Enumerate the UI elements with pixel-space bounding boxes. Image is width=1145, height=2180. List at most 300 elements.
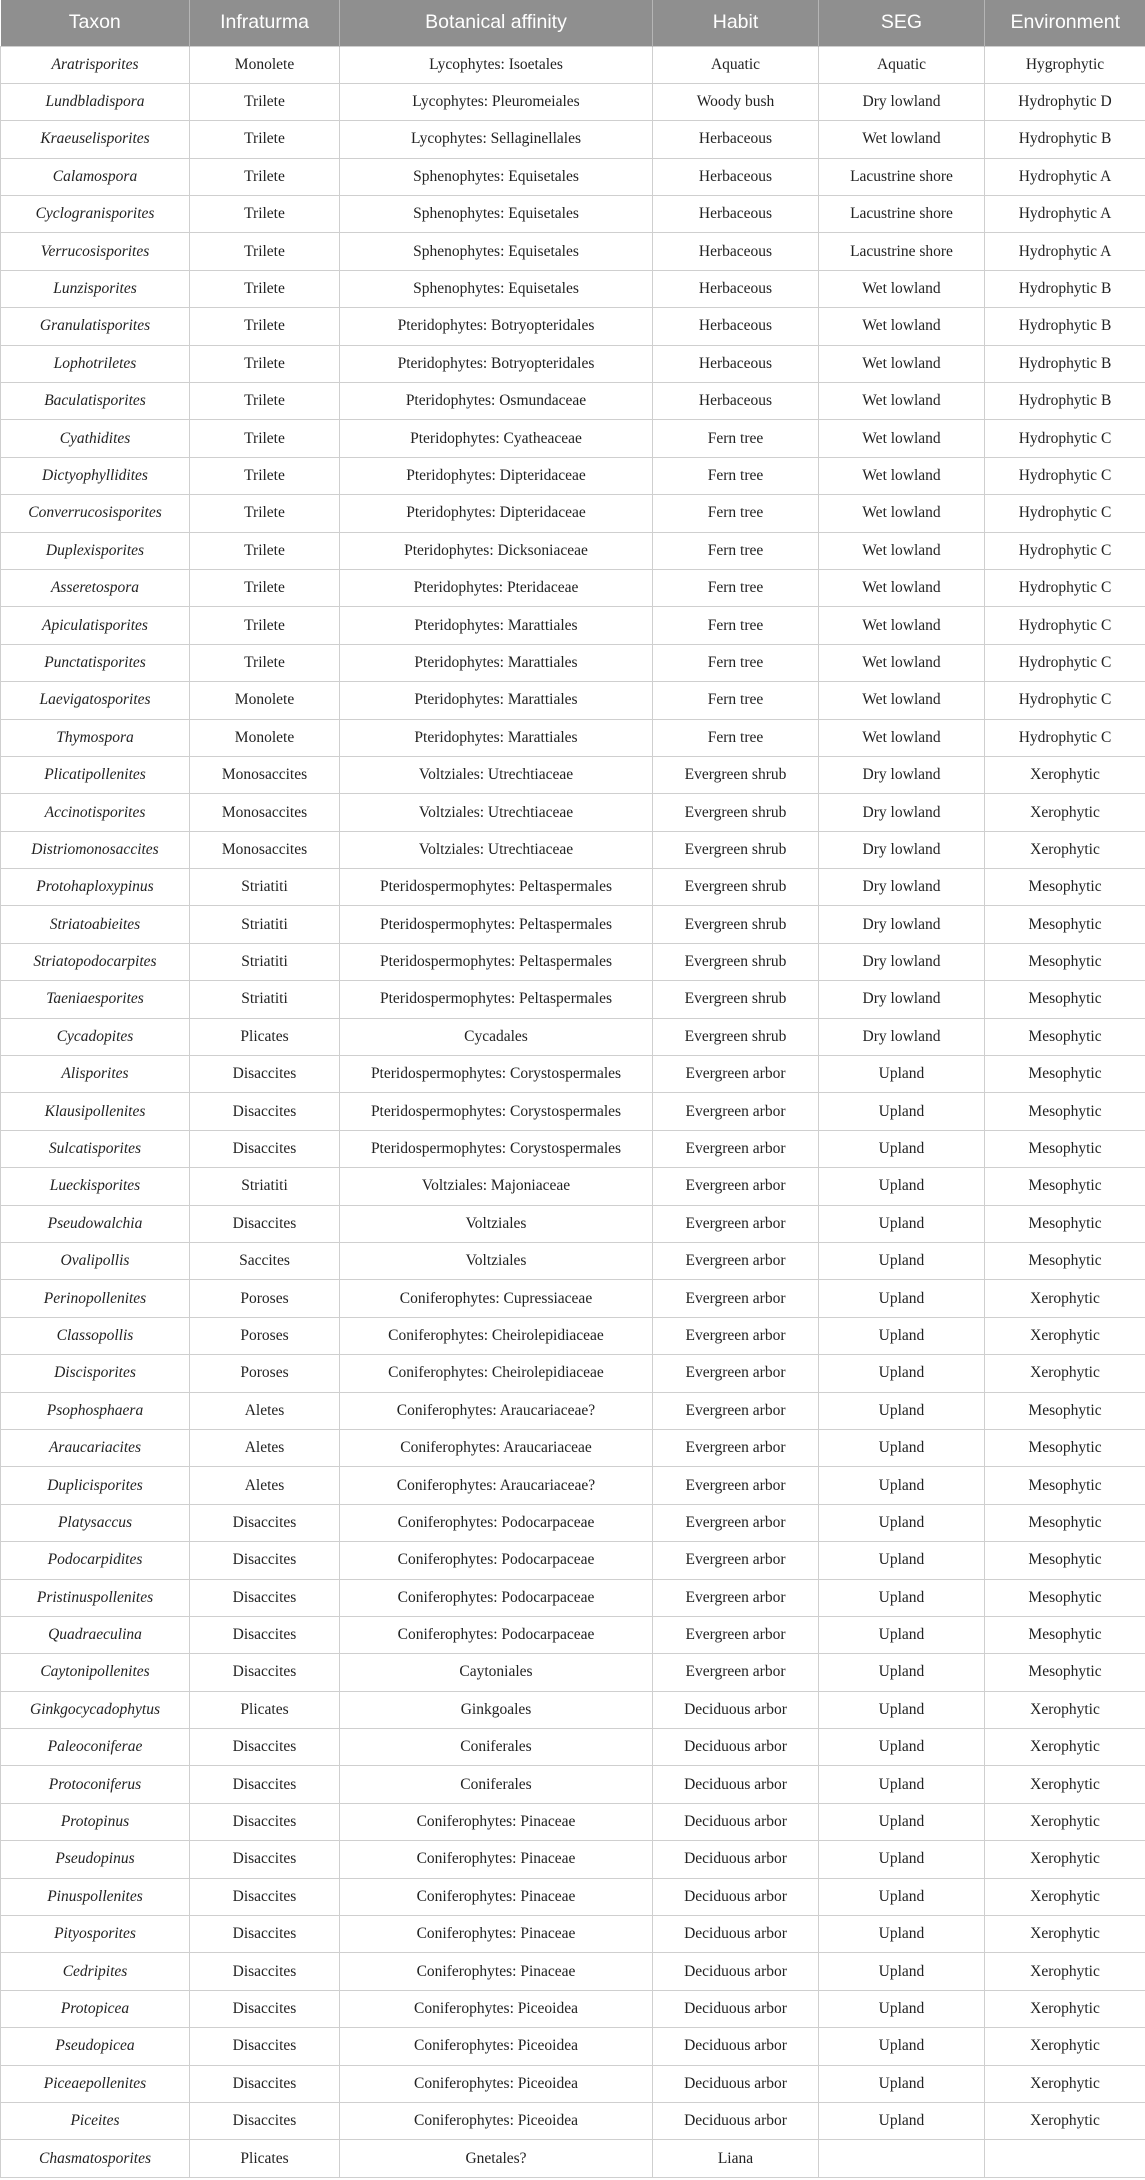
table-row <box>1 495 1145 532</box>
habit-cell: Evergreen arbor <box>653 1429 819 1466</box>
environment-cell: Xerophytic <box>985 831 1145 868</box>
taxon-cell: Laevigatosporites <box>1 682 190 719</box>
seg-cell: Wet lowland <box>819 383 985 420</box>
habit-cell: Deciduous arbor <box>653 1691 819 1728</box>
table-row <box>1 943 1145 980</box>
seg-cell: Upland <box>819 1467 985 1504</box>
habit-cell: Liana <box>653 2140 819 2177</box>
table-row <box>1 1205 1145 1242</box>
infraturma-cell: Monolete <box>190 46 340 83</box>
habit-cell: Evergreen shrub <box>653 794 819 831</box>
habit-cell: Fern tree <box>653 719 819 756</box>
habit-cell: Evergreen arbor <box>653 1056 819 1093</box>
botanical-affinity-cell: Coniferales <box>340 1729 653 1766</box>
infraturma-cell: Disaccites <box>190 1916 340 1953</box>
table-row <box>1 1616 1145 1653</box>
taxon-cell: Dictyophyllidites <box>1 457 190 494</box>
taxon-cell: Verrucosisporites <box>1 233 190 270</box>
botanical-affinity-cell: Pteridophytes: Marattiales <box>340 682 653 719</box>
table-header <box>1 0 1145 46</box>
infraturma-cell: Poroses <box>190 1355 340 1392</box>
infraturma-cell: Trilete <box>190 270 340 307</box>
seg-cell: Wet lowland <box>819 270 985 307</box>
habit-cell: Fern tree <box>653 420 819 457</box>
habit-cell: Evergreen arbor <box>653 1093 819 1130</box>
environment-cell: Mesophytic <box>985 1429 1145 1466</box>
seg-cell: Upland <box>819 1841 985 1878</box>
taxon-cell: Duplexisporites <box>1 532 190 569</box>
table-body <box>1 46 1145 2177</box>
taxon-cell: Lundbladispora <box>1 83 190 120</box>
environment-cell: Xerophytic <box>985 2065 1145 2102</box>
habit-cell: Herbaceous <box>653 308 819 345</box>
environment-cell: Hydrophytic C <box>985 719 1145 756</box>
seg-cell: Upland <box>819 1878 985 1915</box>
environment-cell: Hydrophytic C <box>985 682 1145 719</box>
seg-cell: Wet lowland <box>819 495 985 532</box>
botanical-affinity-cell: Pteridophytes: Dipteridaceae <box>340 495 653 532</box>
environment-cell: Mesophytic <box>985 1243 1145 1280</box>
table-row <box>1 1691 1145 1728</box>
seg-cell: Upland <box>819 1654 985 1691</box>
table-row <box>1 1766 1145 1803</box>
table-row <box>1 158 1145 195</box>
table-row <box>1 1953 1145 1990</box>
botanical-affinity-cell: Coniferophytes: Cupressiaceae <box>340 1280 653 1317</box>
botanical-affinity-cell: Pteridospermophytes: Corystospermales <box>340 1056 653 1093</box>
botanical-affinity-cell: Pteridophytes: Botryopteridales <box>340 345 653 382</box>
infraturma-cell: Aletes <box>190 1429 340 1466</box>
habit-cell: Evergreen arbor <box>653 1504 819 1541</box>
environment-cell: Hydrophytic C <box>985 644 1145 681</box>
infraturma-cell: Trilete <box>190 420 340 457</box>
infraturma-cell: Trilete <box>190 233 340 270</box>
taxon-cell: Protopinus <box>1 1803 190 1840</box>
botanical-affinity-cell: Coniferophytes: Piceoidea <box>340 2028 653 2065</box>
seg-cell: Upland <box>819 1766 985 1803</box>
habit-cell: Evergreen arbor <box>653 1392 819 1429</box>
botanical-affinity-cell: Pteridophytes: Osmundaceae <box>340 383 653 420</box>
environment-cell: Xerophytic <box>985 2102 1145 2139</box>
taxon-cell: Pseudowalchia <box>1 1205 190 1242</box>
botanical-affinity-cell: Coniferophytes: Podocarpaceae <box>340 1542 653 1579</box>
table-row <box>1 719 1145 756</box>
infraturma-cell: Poroses <box>190 1317 340 1354</box>
botanical-affinity-cell: Coniferophytes: Podocarpaceae <box>340 1579 653 1616</box>
environment-cell: Xerophytic <box>985 1990 1145 2027</box>
header-row <box>1 0 1145 46</box>
habit-cell: Evergreen shrub <box>653 981 819 1018</box>
seg-cell: Dry lowland <box>819 869 985 906</box>
taxon-cell: Aratrisporites <box>1 46 190 83</box>
habit-cell: Deciduous arbor <box>653 1916 819 1953</box>
taxon-cell: Protopicea <box>1 1990 190 2027</box>
seg-cell: Dry lowland <box>819 906 985 943</box>
habit-cell: Evergreen arbor <box>653 1579 819 1616</box>
infraturma-cell: Poroses <box>190 1280 340 1317</box>
botanical-affinity-cell: Voltziales: Utrechtiaceae <box>340 756 653 793</box>
environment-cell: Xerophytic <box>985 1355 1145 1392</box>
environment-cell: Hydrophytic B <box>985 383 1145 420</box>
infraturma-cell: Trilete <box>190 158 340 195</box>
habit-cell: Evergreen arbor <box>653 1280 819 1317</box>
infraturma-cell: Monosaccites <box>190 794 340 831</box>
seg-cell: Wet lowland <box>819 420 985 457</box>
infraturma-cell: Disaccites <box>190 1953 340 1990</box>
seg-cell: Dry lowland <box>819 981 985 1018</box>
seg-cell: Upland <box>819 1542 985 1579</box>
seg-cell: Upland <box>819 1093 985 1130</box>
botanical-affinity-cell: Coniferophytes: Pinaceae <box>340 1803 653 1840</box>
seg-cell: Dry lowland <box>819 831 985 868</box>
taxon-cell: Sulcatisporites <box>1 1130 190 1167</box>
table-row <box>1 457 1145 494</box>
environment-cell <box>985 2140 1145 2177</box>
infraturma-cell: Trilete <box>190 532 340 569</box>
habit-cell: Evergreen arbor <box>653 1317 819 1354</box>
taxon-cell: Striatoabieites <box>1 906 190 943</box>
botanical-affinity-cell: Pteridophytes: Pteridaceae <box>340 569 653 606</box>
environment-cell: Mesophytic <box>985 1579 1145 1616</box>
botanical-affinity-cell: Voltziales: Utrechtiaceae <box>340 831 653 868</box>
seg-cell: Wet lowland <box>819 569 985 606</box>
botanical-affinity-cell: Pteridophytes: Botryopteridales <box>340 308 653 345</box>
botanical-affinity-cell: Pteridophytes: Marattiales <box>340 719 653 756</box>
table-row <box>1 46 1145 83</box>
seg-cell: Upland <box>819 1317 985 1354</box>
seg-cell: Dry lowland <box>819 83 985 120</box>
table-row <box>1 831 1145 868</box>
habit-cell: Herbaceous <box>653 158 819 195</box>
environment-cell: Xerophytic <box>985 2028 1145 2065</box>
botanical-affinity-cell: Pteridophytes: Marattiales <box>340 644 653 681</box>
table-row <box>1 1504 1145 1541</box>
table-row <box>1 1355 1145 1392</box>
taxon-cell: Pristinuspollenites <box>1 1579 190 1616</box>
table-row <box>1 345 1145 382</box>
environment-cell: Hygrophytic <box>985 46 1145 83</box>
habit-cell: Aquatic <box>653 46 819 83</box>
table-row <box>1 1392 1145 1429</box>
table-row <box>1 1243 1145 1280</box>
table-row <box>1 1056 1145 1093</box>
infraturma-cell: Disaccites <box>190 1841 340 1878</box>
infraturma-cell: Striatiti <box>190 981 340 1018</box>
habit-cell: Woody bush <box>653 83 819 120</box>
seg-cell: Wet lowland <box>819 308 985 345</box>
seg-cell: Upland <box>819 1916 985 1953</box>
habit-cell: Evergreen shrub <box>653 1018 819 1055</box>
botanical-affinity-cell: Sphenophytes: Equisetales <box>340 270 653 307</box>
table-row <box>1 1878 1145 1915</box>
botanical-affinity-cell: Pteridophytes: Cyatheaceae <box>340 420 653 457</box>
environment-cell: Xerophytic <box>985 1916 1145 1953</box>
botanical-affinity-cell: Coniferophytes: Cheirolepidiaceae <box>340 1317 653 1354</box>
environment-cell: Xerophytic <box>985 1691 1145 1728</box>
environment-cell: Mesophytic <box>985 869 1145 906</box>
seg-cell: Upland <box>819 1990 985 2027</box>
table-row <box>1 1168 1145 1205</box>
taxon-cell: Ovalipollis <box>1 1243 190 1280</box>
infraturma-cell: Disaccites <box>190 2102 340 2139</box>
habit-cell: Evergreen shrub <box>653 906 819 943</box>
seg-cell: Wet lowland <box>819 345 985 382</box>
seg-cell: Lacustrine shore <box>819 158 985 195</box>
botanical-affinity-cell: Sphenophytes: Equisetales <box>340 196 653 233</box>
habit-cell: Evergreen arbor <box>653 1243 819 1280</box>
taxon-cell: Podocarpidites <box>1 1542 190 1579</box>
table-row <box>1 1429 1145 1466</box>
environment-cell: Xerophytic <box>985 794 1145 831</box>
taxon-cell: Pseudopicea <box>1 2028 190 2065</box>
seg-cell: Aquatic <box>819 46 985 83</box>
botanical-affinity-cell: Voltziales <box>340 1205 653 1242</box>
infraturma-cell: Disaccites <box>190 1616 340 1653</box>
botanical-affinity-cell: Sphenophytes: Equisetales <box>340 233 653 270</box>
infraturma-cell: Trilete <box>190 345 340 382</box>
environment-cell: Xerophytic <box>985 1878 1145 1915</box>
table-row <box>1 794 1145 831</box>
taxon-cell: Piceaepollenites <box>1 2065 190 2102</box>
table-row <box>1 569 1145 606</box>
table-row <box>1 869 1145 906</box>
environment-cell: Mesophytic <box>985 1616 1145 1653</box>
seg-cell: Wet lowland <box>819 457 985 494</box>
taxon-cell: Cyathidites <box>1 420 190 457</box>
habit-cell: Deciduous arbor <box>653 2065 819 2102</box>
infraturma-cell: Trilete <box>190 457 340 494</box>
taxon-cell: Thymospora <box>1 719 190 756</box>
environment-cell: Xerophytic <box>985 756 1145 793</box>
habit-cell: Evergreen arbor <box>653 1542 819 1579</box>
taxon-cell: Klausipollenites <box>1 1093 190 1130</box>
environment-cell: Mesophytic <box>985 1130 1145 1167</box>
environment-cell: Hydrophytic A <box>985 196 1145 233</box>
infraturma-cell: Disaccites <box>190 1729 340 1766</box>
botanical-affinity-cell: Pteridospermophytes: Corystospermales <box>340 1093 653 1130</box>
seg-cell: Upland <box>819 1504 985 1541</box>
seg-cell: Upland <box>819 1280 985 1317</box>
table-row <box>1 1130 1145 1167</box>
table-row <box>1 682 1145 719</box>
botanical-affinity-cell: Pteridophytes: Dicksoniaceae <box>340 532 653 569</box>
infraturma-cell: Disaccites <box>190 1803 340 1840</box>
habit-cell: Herbaceous <box>653 121 819 158</box>
infraturma-cell: Trilete <box>190 644 340 681</box>
habit-cell: Fern tree <box>653 569 819 606</box>
environment-cell: Hydrophytic C <box>985 457 1145 494</box>
infraturma-cell: Disaccites <box>190 1766 340 1803</box>
table-row <box>1 1542 1145 1579</box>
table-row <box>1 981 1145 1018</box>
taxon-cell: Pinuspollenites <box>1 1878 190 1915</box>
habit-cell: Deciduous arbor <box>653 1953 819 1990</box>
botanical-affinity-cell: Coniferophytes: Piceoidea <box>340 2065 653 2102</box>
infraturma-cell: Disaccites <box>190 1093 340 1130</box>
header-environment: Environment <box>985 0 1145 46</box>
table-row <box>1 1467 1145 1504</box>
seg-cell: Wet lowland <box>819 719 985 756</box>
habit-cell: Herbaceous <box>653 196 819 233</box>
infraturma-cell: Plicates <box>190 1018 340 1055</box>
header-taxon: Taxon <box>1 0 190 46</box>
seg-cell: Dry lowland <box>819 1018 985 1055</box>
environment-cell: Xerophytic <box>985 1766 1145 1803</box>
botanical-affinity-cell: Coniferophytes: Pinaceae <box>340 1841 653 1878</box>
botanical-affinity-cell: Pteridospermophytes: Peltaspermales <box>340 906 653 943</box>
botanical-affinity-cell: Ginkgoales <box>340 1691 653 1728</box>
seg-cell: Upland <box>819 1616 985 1653</box>
botanical-affinity-cell: Voltziales <box>340 1243 653 1280</box>
habit-cell: Fern tree <box>653 495 819 532</box>
environment-cell: Mesophytic <box>985 1654 1145 1691</box>
environment-cell: Xerophytic <box>985 1729 1145 1766</box>
botanical-affinity-cell: Voltziales: Utrechtiaceae <box>340 794 653 831</box>
environment-cell: Hydrophytic C <box>985 569 1145 606</box>
environment-cell: Xerophytic <box>985 1317 1145 1354</box>
taxon-cell: Plicatipollenites <box>1 756 190 793</box>
habit-cell: Evergreen shrub <box>653 831 819 868</box>
environment-cell: Hydrophytic B <box>985 121 1145 158</box>
table-row <box>1 1280 1145 1317</box>
infraturma-cell: Disaccites <box>190 1130 340 1167</box>
taxon-cell: Araucariacites <box>1 1429 190 1466</box>
habit-cell: Herbaceous <box>653 383 819 420</box>
seg-cell: Upland <box>819 2102 985 2139</box>
taxon-cell: Protohaploxypinus <box>1 869 190 906</box>
habit-cell: Deciduous arbor <box>653 1878 819 1915</box>
habit-cell: Evergreen shrub <box>653 756 819 793</box>
infraturma-cell: Disaccites <box>190 1990 340 2027</box>
seg-cell: Wet lowland <box>819 682 985 719</box>
botanical-affinity-cell: Coniferophytes: Cheirolepidiaceae <box>340 1355 653 1392</box>
habit-cell: Evergreen arbor <box>653 1616 819 1653</box>
taxon-cell: Apiculatisporites <box>1 607 190 644</box>
botanical-affinity-cell: Lycophytes: Sellaginellales <box>340 121 653 158</box>
table-row <box>1 383 1145 420</box>
botanical-affinity-cell: Coniferophytes: Araucariaceae? <box>340 1467 653 1504</box>
environment-cell: Hydrophytic B <box>985 345 1145 382</box>
table-row <box>1 121 1145 158</box>
table-row <box>1 1018 1145 1055</box>
environment-cell: Mesophytic <box>985 1093 1145 1130</box>
seg-cell: Wet lowland <box>819 532 985 569</box>
taxon-cell: Psophosphaera <box>1 1392 190 1429</box>
seg-cell: Upland <box>819 1355 985 1392</box>
header-infraturma: Infraturma <box>190 0 340 46</box>
taxon-cell: Paleoconiferae <box>1 1729 190 1766</box>
infraturma-cell: Disaccites <box>190 2065 340 2102</box>
infraturma-cell: Striatiti <box>190 1168 340 1205</box>
environment-cell: Hydrophytic B <box>985 270 1145 307</box>
taxon-cell: Lunzisporites <box>1 270 190 307</box>
environment-cell: Mesophytic <box>985 943 1145 980</box>
botanical-affinity-cell: Coniferophytes: Podocarpaceae <box>340 1504 653 1541</box>
infraturma-cell: Disaccites <box>190 2028 340 2065</box>
seg-cell: Dry lowland <box>819 794 985 831</box>
habit-cell: Deciduous arbor <box>653 1729 819 1766</box>
taxon-cell: Punctatisporites <box>1 644 190 681</box>
environment-cell: Mesophytic <box>985 1168 1145 1205</box>
seg-cell: Upland <box>819 2065 985 2102</box>
taxon-cell: Accinotisporites <box>1 794 190 831</box>
seg-cell: Lacustrine shore <box>819 233 985 270</box>
table-row <box>1 308 1145 345</box>
infraturma-cell: Plicates <box>190 1691 340 1728</box>
botanical-affinity-cell: Coniferophytes: Araucariaceae? <box>340 1392 653 1429</box>
habit-cell: Herbaceous <box>653 233 819 270</box>
habit-cell: Evergreen arbor <box>653 1355 819 1392</box>
infraturma-cell: Disaccites <box>190 1542 340 1579</box>
table-row <box>1 2102 1145 2139</box>
taxon-cell: Cyclogranisporites <box>1 196 190 233</box>
infraturma-cell: Trilete <box>190 121 340 158</box>
habit-cell: Deciduous arbor <box>653 1766 819 1803</box>
seg-cell: Wet lowland <box>819 121 985 158</box>
habit-cell: Fern tree <box>653 607 819 644</box>
habit-cell: Evergreen arbor <box>653 1130 819 1167</box>
table-row <box>1 1654 1145 1691</box>
botanical-affinity-cell: Lycophytes: Pleuromeiales <box>340 83 653 120</box>
taxon-cell: Classopollis <box>1 1317 190 1354</box>
habit-cell: Herbaceous <box>653 345 819 382</box>
table-row <box>1 2140 1145 2177</box>
habit-cell: Fern tree <box>653 457 819 494</box>
table-row <box>1 196 1145 233</box>
habit-cell: Deciduous arbor <box>653 1841 819 1878</box>
infraturma-cell: Saccites <box>190 1243 340 1280</box>
environment-cell: Mesophytic <box>985 981 1145 1018</box>
environment-cell: Hydrophytic D <box>985 83 1145 120</box>
seg-cell: Upland <box>819 1729 985 1766</box>
taxon-cell: Granulatisporites <box>1 308 190 345</box>
infraturma-cell: Disaccites <box>190 1579 340 1616</box>
botanical-affinity-cell: Gnetales? <box>340 2140 653 2177</box>
taxon-cell: Quadraeculina <box>1 1616 190 1653</box>
seg-cell: Upland <box>819 1579 985 1616</box>
table-row <box>1 1317 1145 1354</box>
infraturma-cell: Monolete <box>190 719 340 756</box>
seg-cell: Upland <box>819 1691 985 1728</box>
infraturma-cell: Monolete <box>190 682 340 719</box>
habit-cell: Evergreen shrub <box>653 943 819 980</box>
taxon-cell: Cedripites <box>1 1953 190 1990</box>
header-botanical-affinity: Botanical affinity <box>340 0 653 46</box>
botanical-affinity-cell: Coniferales <box>340 1766 653 1803</box>
infraturma-cell: Disaccites <box>190 1504 340 1541</box>
environment-cell: Xerophytic <box>985 1803 1145 1840</box>
table-row <box>1 532 1145 569</box>
taxon-cell: Platysaccus <box>1 1504 190 1541</box>
botanical-affinity-cell: Coniferophytes: Piceoidea <box>340 1990 653 2027</box>
environment-cell: Mesophytic <box>985 1467 1145 1504</box>
table-row <box>1 1803 1145 1840</box>
habit-cell: Evergreen arbor <box>653 1168 819 1205</box>
taxon-cell: Pityosporites <box>1 1916 190 1953</box>
taxon-cell: Discisporites <box>1 1355 190 1392</box>
botanical-affinity-cell: Lycophytes: Isoetales <box>340 46 653 83</box>
habit-cell: Evergreen shrub <box>653 869 819 906</box>
botanical-affinity-cell: Sphenophytes: Equisetales <box>340 158 653 195</box>
botanical-affinity-cell: Coniferophytes: Piceoidea <box>340 2102 653 2139</box>
botanical-affinity-cell: Pteridophytes: Dipteridaceae <box>340 457 653 494</box>
infraturma-cell: Striatiti <box>190 906 340 943</box>
botanical-affinity-cell: Coniferophytes: Pinaceae <box>340 1953 653 1990</box>
seg-cell: Upland <box>819 1168 985 1205</box>
infraturma-cell: Trilete <box>190 196 340 233</box>
seg-cell: Dry lowland <box>819 756 985 793</box>
seg-cell: Upland <box>819 1803 985 1840</box>
